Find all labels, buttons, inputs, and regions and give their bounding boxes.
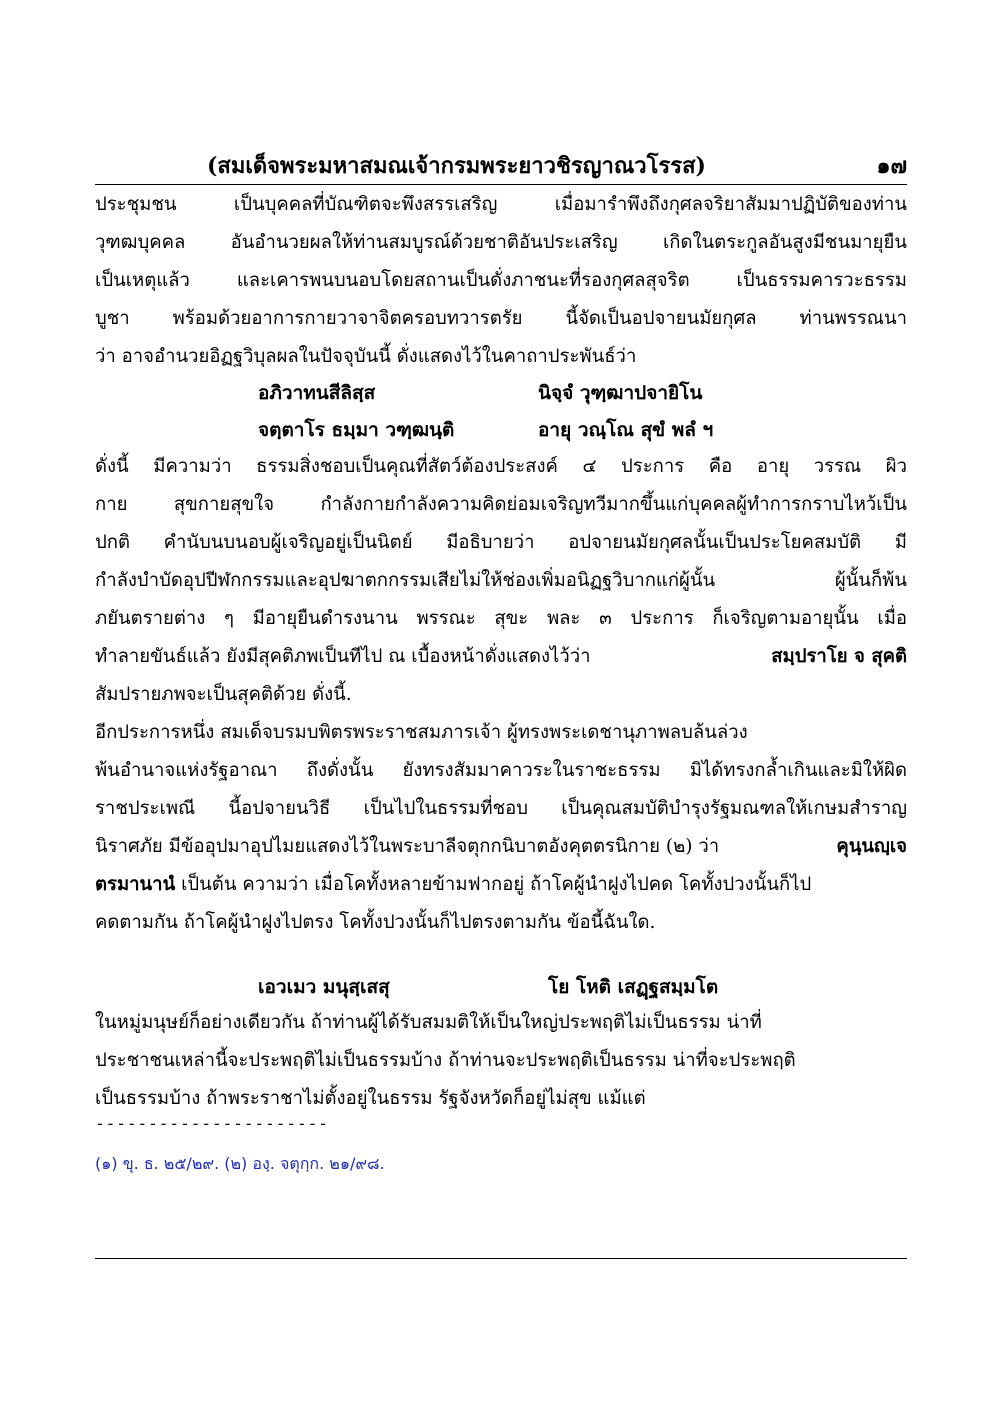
paragraph-line: ว่า อาจอำนวยอิฏฐวิบุลผลในปัจจุบันนี้ ดั่งแสดงไว้ในคาถาประพันธ์ว่า <box>95 346 637 367</box>
pali-bold-term: คุนฺนญฺเจ <box>836 836 907 857</box>
verse-line-2b: อายุ วณฺโณ สุขํ พลํ ฯ <box>538 419 714 441</box>
paragraph-line: กาย สุขกายสุขใจ กำลังกายกำลังความคิดย่อมเจริญทวีมากขึ้นแก่บุคคลผู้ทำการกราบไหว้เป็น <box>95 494 907 515</box>
verse-line-3a: เอวเมว มนุสฺเสสุ <box>258 976 390 998</box>
verse-line-1b: นิจฺจํ วุฑฺฒาปจายิโน <box>538 382 703 404</box>
paragraph-line <box>95 870 907 900</box>
paragraph-line: เป็นเหตุแล้ว และเคารพนบนอบโดยสถานเป็นดั่งภาชนะที่รองกุศลสุจริต เป็นธรรมคารวะธรรม <box>95 270 907 291</box>
paragraph-line <box>95 832 907 862</box>
paragraph-line: ดั่งนี้ มีความว่า ธรรมสิ่งชอบเป็นคุณที่สัตว์ต้องประสงค์ ๔ ประการ คือ อายุ วรรณ ผิว <box>95 456 907 477</box>
paragraph-line: คดตามกัน ถ้าโคผู้นำฝูงไปตรง โคทั้งปวงนั้นก็ไปตรงตามกัน ข้อนี้ฉันใด. <box>95 912 656 933</box>
paragraph-text: ทำลายขันธ์แล้ว ยังมีสุคติภพเป็นทีไป ณ เบื้องหน้าดั่งแสดงไว้ว่า <box>95 646 591 667</box>
paragraph-line: พ้นอำนาจแห่งรัฐอาณา ถึงดั่งนั้น ยังทรงสัมมาคาวระในราชะธรรม มิได้ทรงกล้ำเกินและมิให้ผิด <box>95 760 907 781</box>
paragraph-line: สัมปรายภพจะเป็นสุคติด้วย ดั่งนี้. <box>95 684 352 705</box>
paragraph-line: อีกประการหนึ่ง สมเด็จบรมบพิตรพระราชสมภารเจ้า ผู้ทรงพระเดชานุภาพลบล้นล่วง <box>95 722 748 743</box>
verse-line-1a: อภิวาทนสีลิสฺส <box>258 382 376 404</box>
verse-line-3b: โย โหติ เสฏฺฐสมฺมโต <box>548 976 719 998</box>
paragraph-line <box>95 642 907 672</box>
paragraph-line: ประชาชนเหล่านี้จะประพฤติไม่เป็นธรรมบ้าง ถ้าท่านจะประพฤติเป็นธรรม น่าที่จะประพฤติ <box>95 1050 796 1071</box>
paragraph-line: ภยันตรายต่าง ๆ มีอายุยืนดำรงนาน พรรณะ สุขะ พละ ๓ ประการ ก็เจริญตามอายุนั้น เมื่อ <box>95 608 907 629</box>
verse-line-2a: จตฺตาโร ธมฺมา วฑฺฒนฺติ <box>258 419 455 441</box>
page-header <box>95 142 907 182</box>
pali-bold-term: สมฺปราโย จ สุคติ <box>771 646 907 667</box>
paragraph-line: ปกติ คำนับนบนอบผู้เจริญอยู่เป็นนิตย์ มีอธิบายว่า อปจายนมัยกุศลนั้นเป็นประโยคสมบัติ มี <box>95 532 907 553</box>
paragraph-text: นิราศภัย มีข้ออุปมาอุปไมยแสดงไว้ในพระบาลีจตุกกนิบาตอังคุตตรนิกาย (๒) ว่า <box>95 836 720 857</box>
paragraph-line: เป็นธรรมบ้าง ถ้าพระราชาไม่ตั้งอยู่ในธรรม รัฐจังหวัดก็อยู่ไม่สุข แม้แต่ <box>95 1088 646 1109</box>
footer-rule <box>95 1258 907 1259</box>
footnote-separator: ---------------------- <box>95 1114 329 1133</box>
paragraph-line: กำลังบำบัดอุปปีฬกกรรมและอุปฆาตกกรรมเสียไม่ให้ช่องเพิ่มอนิฏฐวิบากแก่ผู้นั้น ผู้นั้นก็พ้น <box>95 570 907 591</box>
paragraph-line: วุฑฒบุคคล อันอำนวยผลให้ท่านสมบูรณ์ด้วยชาติอันประเสริญ เกิดในตระกูลอันสูงมีชนมายุยืน <box>95 232 907 253</box>
paragraph-line: ในหมู่มนุษย์ก็อย่างเดียวกัน ถ้าท่านผู้ได้รับสมมติให้เป็นใหญ่ประพฤติไม่เป็นธรรม น่าที่ <box>95 1012 762 1033</box>
pali-bold-term: ตรมานานํ <box>95 874 176 895</box>
footnote: (๑) ขุ. ธ. ๒๕/๒๙. (๒) องฺ. จตุกฺก. ๒๑/๙๘. <box>95 1154 385 1173</box>
paragraph-line: ประชุมชน เป็นบุคคลที่บัณฑิตจะพึงสรรเสริญ เมื่อมารำพึงถึงกุศลจริยาสัมมาปฏิบัติของท่าน <box>95 194 907 215</box>
page-number: ๑๗ <box>876 153 907 179</box>
header-title: (สมเด็จพระมหาสมณเจ้ากรมพระยาวชิรญาณวโรรส) <box>207 153 706 179</box>
paragraph-line: ราชประเพณี นี้อปจายนวิธี เป็นไปในธรรมที่ชอบ เป็นคุณสมบัติบำรุงรัฐมณฑลให้เกษมสำราญ <box>95 798 907 819</box>
header-rule <box>95 184 907 185</box>
paragraph-line: บูชา พร้อมด้วยอาการกายวาจาจิตครอบทวารตรัย นี้จัดเป็นอปจายนมัยกุศล ท่านพรรณนา <box>95 308 907 329</box>
paragraph-text: เป็นต้น ความว่า เมื่อโคทั้งหลายข้ามฟากอยู่ ถ้าโคผู้นำฝูงไปคด โคทั้งปวงนั้นก็ไป <box>175 874 812 895</box>
